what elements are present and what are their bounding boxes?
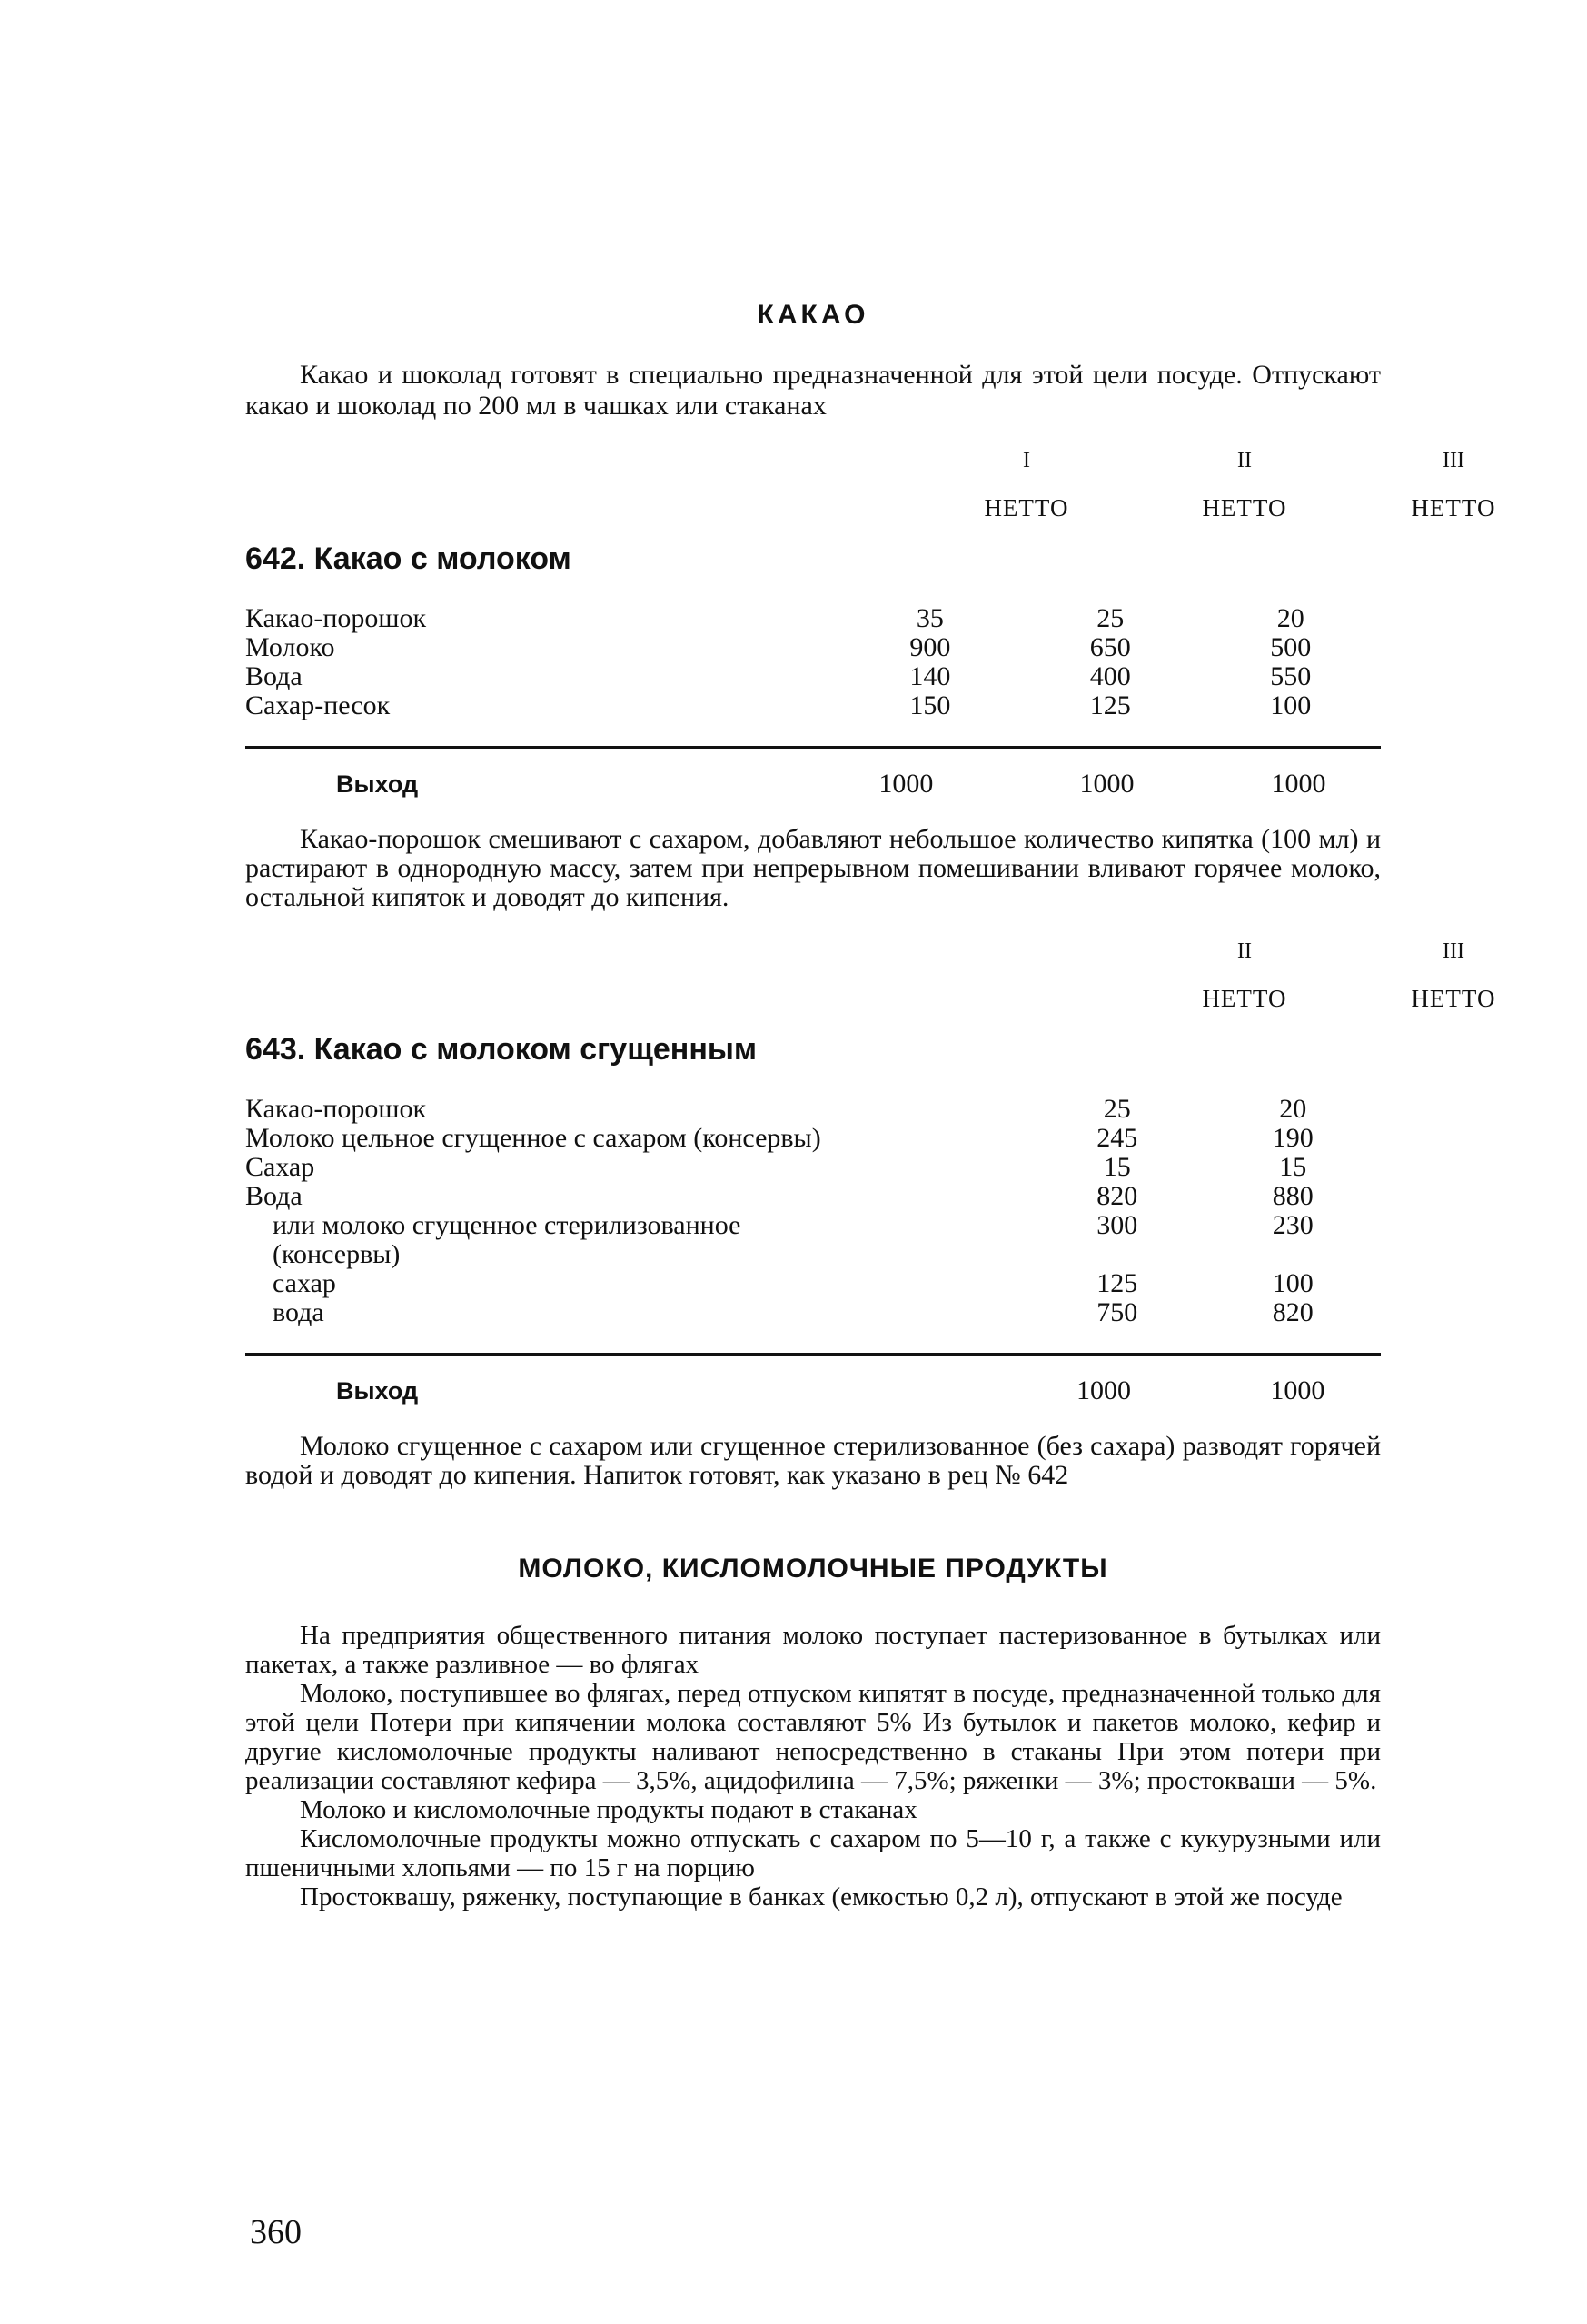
recipe-method-642: Какао-порошок смешивают с сахаром, добавляют небольшое количество кипятка (100 мл) и растирают в однородную массу, затем при непрерывном помешивании вливают горячее молоко, остальной кипяток и доводят до кипения.: [245, 824, 1381, 912]
ingredient-amount: 400: [1089, 661, 1131, 691]
netto-label: НЕТТО: [1202, 985, 1287, 1012]
empty-cell: [855, 1182, 1029, 1211]
netto-label: НЕТТО: [1411, 494, 1496, 521]
recipe-title-642: 642. Какао с молоком: [245, 541, 571, 576]
ingredient-amount: 245: [1096, 1123, 1138, 1153]
empty-cell: [855, 1095, 1029, 1124]
ingredient-amount: 100: [1270, 690, 1312, 720]
yield-row-642: [245, 769, 1381, 799]
ingredient-row: [245, 633, 1381, 662]
ingredient-name: Молоко цельное сгущенное с сахаром (консервы): [245, 1123, 821, 1153]
column-headers-642: [245, 449, 1496, 549]
table-rule: [245, 746, 1381, 749]
ingredient-amount: 880: [1272, 1181, 1314, 1211]
ingredient-amount: 20: [1279, 1094, 1307, 1124]
ingredient-name: Вода: [245, 1181, 303, 1211]
ingredient-row: [245, 1124, 1381, 1153]
ingredient-amount: 125: [1096, 1268, 1138, 1298]
ingredient-row: [245, 1298, 1381, 1327]
ingredient-amount: 650: [1089, 632, 1131, 662]
recipe-method-643: Молоко сгущенное с сахаром или сгущенное стерилизованное (без сахара) разводят горячей водой и доводят до кипения. Напиток готовят, как указано в рец № 642: [245, 1431, 1381, 1490]
table-rule: [245, 1353, 1381, 1356]
ingredient-name: Вода: [245, 661, 303, 691]
ingredient-amount: 190: [1272, 1123, 1314, 1153]
column-label: I: [1023, 449, 1030, 472]
column-headers-643: [245, 939, 1496, 1039]
ingredients-table-642: [245, 604, 1381, 720]
netto-label: НЕТТО: [1411, 985, 1496, 1012]
paragraph: На предприятия общественного питания молоко поступает пастеризованное в бутылках или пакетах, а также разливное — во флягах: [245, 1621, 1381, 1679]
ingredient-amount: 820: [1096, 1181, 1138, 1211]
column-label: III: [1443, 939, 1464, 963]
ingredient-amount: 750: [1096, 1297, 1138, 1327]
ingredient-name: сахар: [273, 1268, 336, 1298]
ingredient-name: или молоко сгущенное стерилизованное (консервы): [273, 1210, 741, 1269]
ingredient-row: [245, 1182, 1381, 1211]
ingredients-table-643: [245, 1095, 1381, 1327]
ingredient-name: Сахар: [245, 1152, 315, 1182]
empty-cell: [855, 1269, 1029, 1298]
ingredient-amount: 25: [1103, 1094, 1131, 1124]
ingredient-amount: 15: [1103, 1152, 1131, 1182]
ingredient-amount: 150: [909, 690, 951, 720]
section-intro: Какао и шоколад готовят в специально предназначенной для этой цели посуде. Отпускают какао и шоколад по 200 мл в чашках или стаканах: [245, 360, 1381, 421]
section-body-milk: [245, 1621, 1381, 1912]
netto-label: НЕТТО: [1202, 494, 1287, 521]
ingredient-amount: 35: [916, 603, 944, 633]
column-label: II: [1237, 449, 1252, 472]
ingredient-row: [245, 662, 1381, 691]
ingredient-row: [245, 1211, 1381, 1269]
ingredient-amount: 230: [1272, 1210, 1314, 1240]
empty-cell: [855, 1153, 1029, 1182]
column-label: II: [1237, 939, 1252, 963]
yield-row-643: [245, 1376, 1381, 1406]
yield-value: 1000: [1270, 1376, 1325, 1405]
yield-label: Выход: [336, 1377, 419, 1405]
empty-cell: [855, 1124, 1029, 1153]
ingredient-amount: 100: [1272, 1268, 1314, 1298]
ingredient-amount: 140: [909, 661, 951, 691]
ingredient-row: [245, 604, 1381, 633]
ingredient-name: вода: [273, 1297, 324, 1327]
ingredient-name: Молоко: [245, 632, 335, 662]
ingredient-amount: 25: [1096, 603, 1125, 633]
paragraph: Молоко и кисломолочные продукты подают в стаканах: [300, 1795, 917, 1824]
page-number: 360: [250, 2213, 302, 2251]
empty-cell: [855, 1211, 1029, 1269]
section-title-milk: МОЛОКО, КИСЛОМОЛОЧНЫЕ ПРОДУКТЫ: [518, 1554, 1108, 1584]
ingredient-amount: 20: [1276, 603, 1304, 633]
recipe-title-643: 643. Какао с молоком сгущенным: [245, 1032, 758, 1067]
ingredient-amount: 500: [1270, 632, 1312, 662]
column-label: III: [1443, 449, 1464, 472]
ingredient-name: Какао-порошок: [245, 603, 427, 633]
yield-label: Выход: [336, 770, 419, 798]
ingredient-name: Сахар-песок: [245, 690, 391, 720]
empty-cell: [855, 1298, 1029, 1327]
ingredient-amount: 300: [1096, 1210, 1138, 1240]
paragraph: Кисломолочные продукты можно отпускать с сахаром по 5—10 г, а также с кукурузными или пшеничными хлопьями — по 15 г на порцию: [245, 1824, 1381, 1882]
ingredient-row: [245, 1095, 1381, 1124]
ingredient-amount: 125: [1089, 690, 1131, 720]
ingredient-row: [245, 691, 1381, 720]
yield-value: 1000: [1271, 769, 1326, 799]
ingredient-row: [245, 1153, 1381, 1182]
ingredient-amount: 900: [909, 632, 951, 662]
paragraph: Молоко, поступившее во флягах, перед отпуском кипятят в посуде, предназначенной только для этой цели Потери при кипячении молока составляют 5% Из бутылок и пакетов молоко, кефир и другие кисломолочные продукты наливают непосредственно в стаканы При этом потери при реализации составляют кефира — 3,5%, ацидофилина — 7,5%; ряженки — 3%; простокваши — 5%.: [245, 1679, 1381, 1795]
netto-label: НЕТТО: [984, 494, 1069, 521]
yield-value: 1000: [1079, 769, 1135, 799]
ingredient-amount: 820: [1272, 1297, 1314, 1327]
yield-value: 1000: [878, 769, 934, 799]
yield-value: 1000: [1076, 1376, 1131, 1405]
ingredient-amount: 550: [1270, 661, 1312, 691]
ingredient-name: Какао-порошок: [245, 1094, 427, 1124]
page-content: [245, 300, 1496, 1912]
ingredient-row: [245, 1269, 1381, 1298]
section-title-cocoa: КАКАО: [757, 300, 869, 330]
ingredient-amount: 15: [1279, 1152, 1307, 1182]
paragraph: Простоквашу, ряженку, поступающие в банках (емкостью 0,2 л), отпускают в этой же посуде: [300, 1882, 1343, 1912]
